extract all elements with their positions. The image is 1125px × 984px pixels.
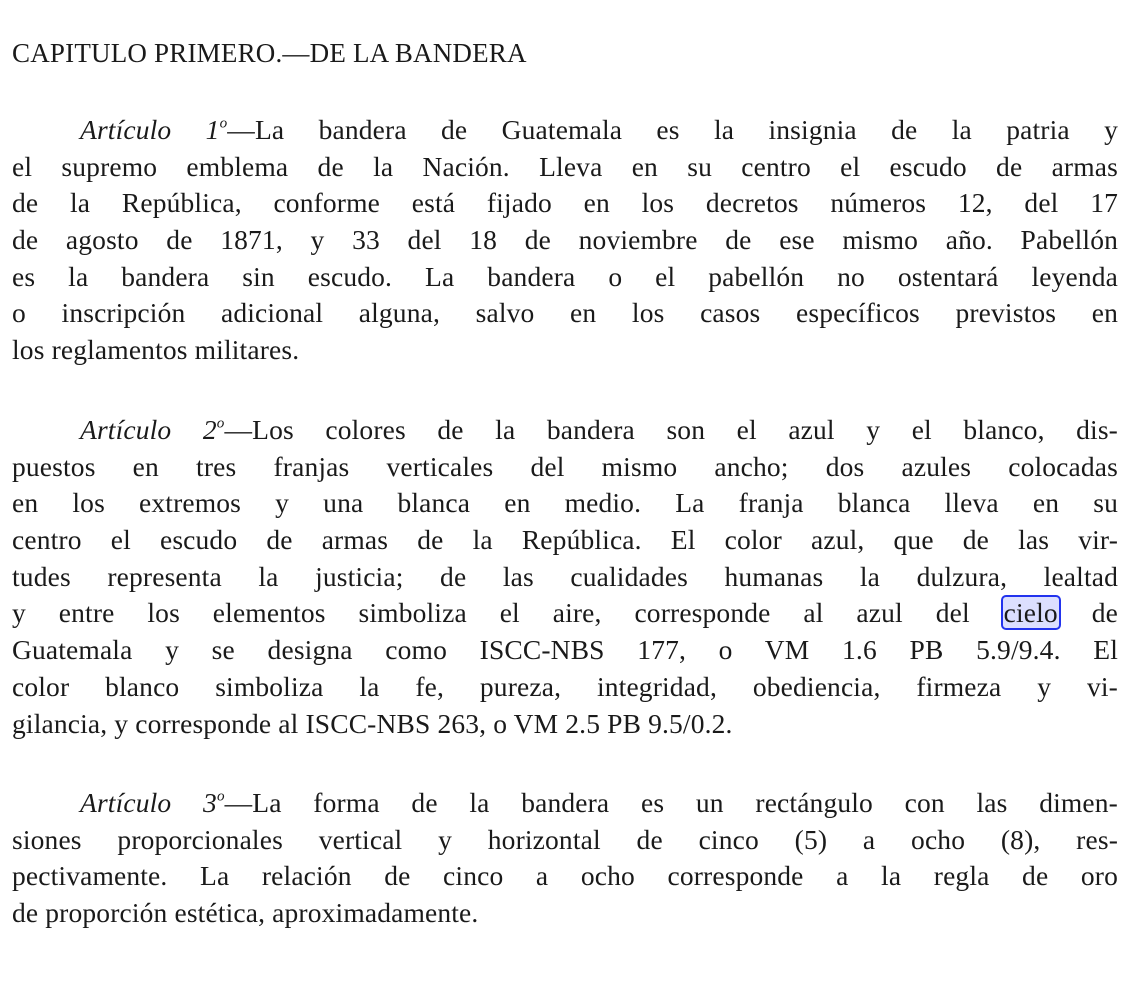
article-text: y entre los elementos simboliza el aire, corresponde al azul del bbox=[12, 597, 970, 629]
article-line bbox=[12, 412, 1118, 449]
article-line bbox=[12, 112, 1118, 149]
article-line-with-highlight bbox=[12, 595, 1118, 632]
article-line: el supremo emblema de la Nación. Lleva en su centro el escudo de armas bbox=[12, 150, 1118, 182]
article-line: centro el escudo de armas de la República. El color azul, que de las vir- bbox=[12, 524, 1118, 556]
article-text: —Los colores de la bandera son el azul y el blanco, dis- bbox=[224, 414, 1118, 445]
article-2 bbox=[12, 412, 1118, 742]
article-1 bbox=[12, 112, 1118, 369]
article-text: —La forma de la bandera es un rectángulo con las dimen- bbox=[224, 787, 1118, 818]
article-label: Artículo 1 bbox=[80, 114, 220, 145]
article-line: tudes representa la justicia; de las cualidades humanas la dulzura, lealtad bbox=[12, 560, 1118, 592]
article-label: Artículo 3 bbox=[80, 787, 217, 818]
article-line: en los extremos y una blanca en medio. La franja blanca lleva en su bbox=[12, 487, 1118, 519]
article-line: los reglamentos militares. bbox=[12, 334, 300, 366]
article-line: de agosto de 1871, y 33 del 18 de noviembre de ese mismo año. Pabellón bbox=[12, 224, 1118, 256]
article-line: o inscripción adicional alguna, salvo en los casos específicos previstos en bbox=[12, 297, 1118, 329]
article-line: puestos en tres franjas verticales del mismo ancho; dos azules colocadas bbox=[12, 450, 1118, 482]
ordinal-mark: o bbox=[216, 415, 225, 432]
article-line: es la bandera sin escudo. La bandera o el pabellón no ostentará leyenda bbox=[12, 260, 1118, 292]
article-line: de la República, conforme está fijado en los decretos números 12, del 17 bbox=[12, 187, 1118, 219]
article-label: Artículo 2 bbox=[80, 414, 217, 445]
article-line: gilancia, y corresponde al ISCC-NBS 263, o VM 2.5 PB 9.5/0.2. bbox=[12, 707, 733, 739]
ordinal-mark: o bbox=[216, 788, 225, 805]
chapter-heading: CAPITULO PRIMERO.—DE LA BANDERA bbox=[12, 38, 527, 68]
article-line: de proporción estética, aproximadamente. bbox=[12, 897, 479, 929]
article-text: —La bandera de Guatemala es la insignia de la patria y bbox=[227, 114, 1118, 145]
article-3 bbox=[12, 785, 1118, 932]
article-text: de bbox=[1091, 597, 1118, 629]
article-line: color blanco simboliza la fe, pureza, integridad, obediencia, firmeza y vi- bbox=[12, 670, 1118, 702]
article-line: Guatemala y se designa como ISCC-NBS 177, o VM 1.6 PB 5.9/9.4. El bbox=[12, 634, 1118, 666]
ordinal-mark: o bbox=[219, 115, 228, 132]
article-line: pectivamente. La relación de cinco a ocho corresponde a la regla de oro bbox=[12, 860, 1118, 892]
highlighted-word[interactable]: cielo bbox=[1003, 597, 1058, 629]
article-line bbox=[12, 785, 1118, 822]
article-line: siones proporcionales vertical y horizontal de cinco (5) a ocho (8), res- bbox=[12, 823, 1118, 855]
